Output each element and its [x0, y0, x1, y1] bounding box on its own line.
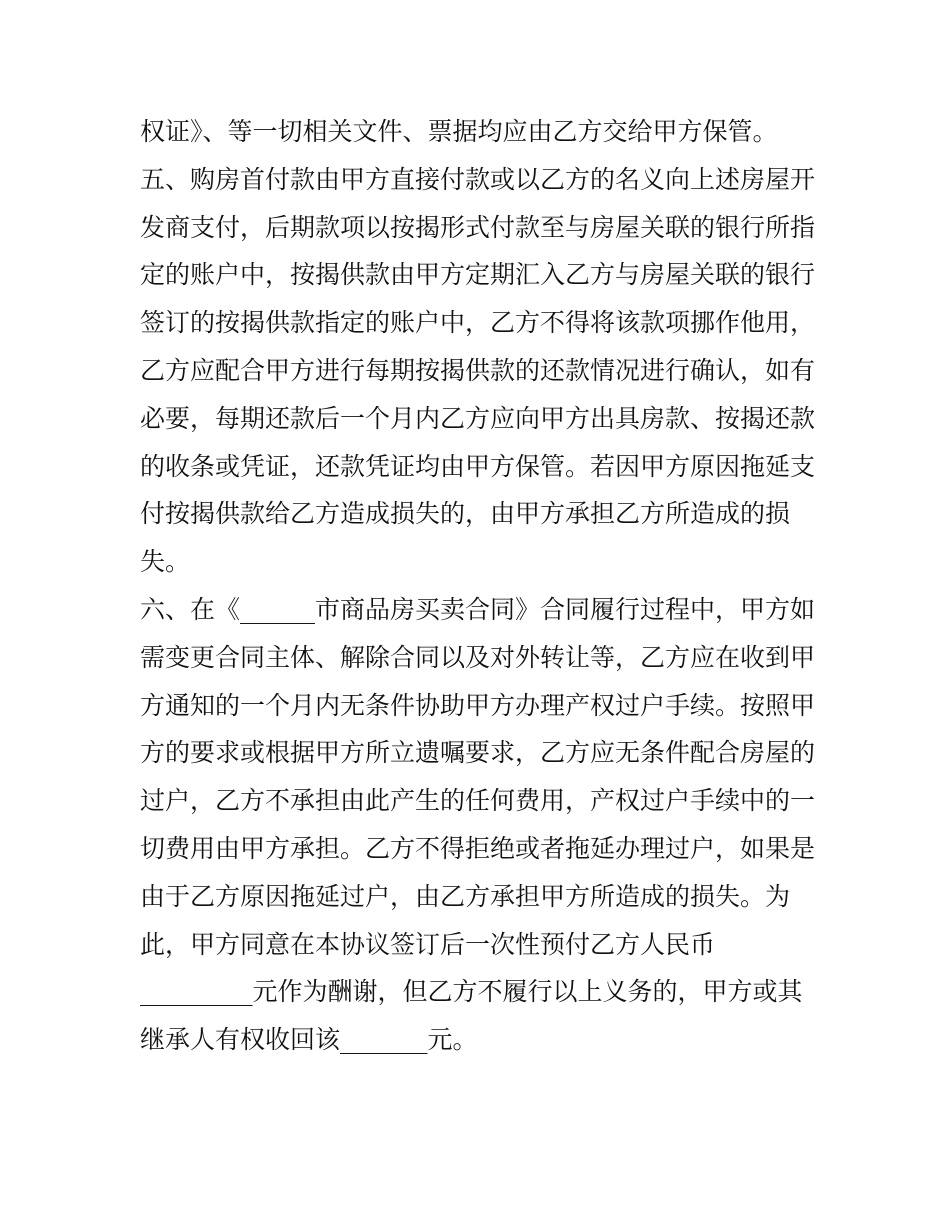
text-line: 必要，每期还款后一个月内乙方应向甲方出具房款、按揭还款 [140, 403, 816, 433]
text-line: 定的账户中，按揭供款由甲方定期汇入乙方与房屋关联的银行 [140, 260, 816, 290]
text-line: _________元作为酬谢，但乙方不履行以上义务的，甲方或其 [140, 977, 803, 1007]
text-line: 发商支付，后期款项以按揭形式付款至与房屋关联的银行所指 [140, 212, 816, 242]
text-line: 方的要求或根据甲方所立遗嘱要求，乙方应无条件配合房屋的 [140, 738, 816, 768]
text-line: 此，甲方同意在本协议签订后一次性预付乙方人民币 [140, 929, 716, 959]
text-line: 需变更合同主体、解除合同以及对外转让等，乙方应在收到甲 [140, 642, 816, 672]
text-line: 付按揭供款给乙方造成损失的，由甲方承担乙方所造成的损 [140, 499, 791, 529]
text-line: 权证》、等一切相关文件、票据均应由乙方交给甲方保管。 [140, 117, 778, 146]
text-line: 过户，乙方不承担由此产生的任何费用，产权过户手续中的一 [140, 786, 816, 816]
text-line: 由于乙方原因拖延过户，由乙方承担甲方所造成的损失。为 [140, 881, 791, 911]
text-line: 乙方应配合甲方进行每期按揭供款的还款情况进行确认，如有 [140, 355, 816, 385]
text-line: 方通知的一个月内无条件协助甲方办理产权过户手续。按照甲 [140, 690, 816, 720]
text-line: 的收条或凭证，还款凭证均由甲方保管。若因甲方原因拖延支 [140, 451, 816, 481]
text-line: 签订的按揭供款指定的账户中，乙方不得将该款项挪作他用， [140, 308, 816, 338]
text-line: 六、在《______市商品房买卖合同》合同履行过程中，甲方如 [140, 594, 816, 624]
text-line: 切费用由甲方承担。乙方不得拒绝或者拖延办理过户，如果是 [140, 833, 816, 863]
text-line: 失。 [140, 547, 191, 577]
document-body [140, 108, 820, 1064]
text-line: 五、购房首付款由甲方直接付款或以乙方的名义向上述房屋开 [140, 164, 816, 194]
text-line: 继承人有权收回该_______元。 [140, 1025, 478, 1055]
